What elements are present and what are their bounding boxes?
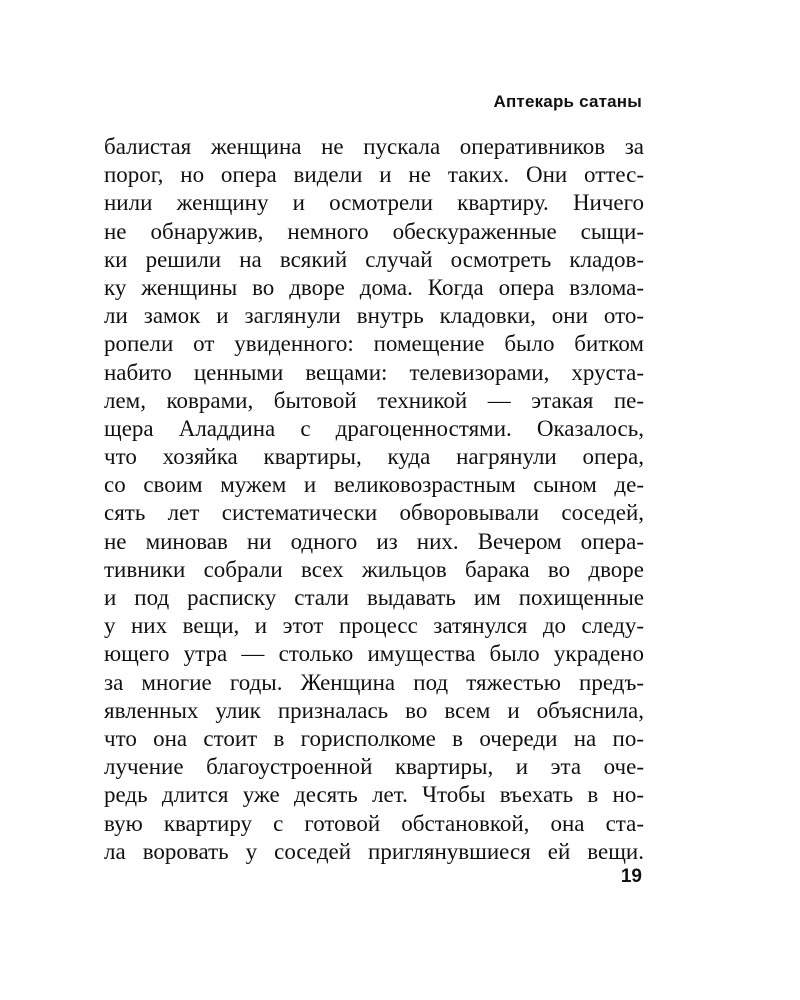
text-line: ропели от увиденного: помещение было битком: [104, 331, 644, 357]
text-line: щера Аладдина с драгоценностями. Оказалось,: [104, 415, 644, 441]
text-line: ла воровать у соседей приглянувшиеся ей вещи.: [104, 838, 644, 864]
text-line: порог, но опера видели и не таких. Они оттес-: [104, 162, 644, 188]
text-line: ющего утра — столько имущества было украдено: [104, 641, 644, 667]
text-line: что она стоит в горисполкоме в очереди на по-: [104, 725, 644, 751]
text-line: со своим мужем и великовозрастным сыном де-: [104, 472, 644, 498]
text-line: ли замок и заглянули внутрь кладовки, они ото-: [104, 303, 644, 329]
text-line: набито ценными вещами: телевизорами, хруста-: [104, 359, 644, 385]
body-text: [104, 133, 644, 866]
text-line: тивники собрали всех жильцов барака во дворе: [104, 556, 644, 582]
running-head-title: Аптекарь сатаны: [493, 92, 642, 111]
text-line: вую квартиру с готовой обстановкой, она ста-: [104, 810, 644, 836]
text-line: лем, коврами, бытовой техникой — этакая пе-: [104, 387, 644, 413]
text-line: не миновав ни одного из них. Вечером опера-: [104, 528, 644, 554]
text-line: лучение благоустроенной квартиры, и эта оче-: [104, 754, 644, 780]
text-line: явленных улик призналась во всем и объяснила,: [104, 697, 644, 723]
text-line: нили женщину и осмотрели квартиру. Ничего: [104, 190, 644, 216]
text-line: балистая женщина не пускала оперативников за: [104, 134, 644, 159]
text-line: ки решили на всякий случай осмотреть кладов-: [104, 246, 644, 272]
text-line: ку женщины во дворе дома. Когда опера взлома-: [104, 274, 644, 300]
text-line: у них вещи, и этот процесс затянулся до следу-: [104, 613, 644, 639]
text-line: сять лет систематически обворовывали соседей,: [104, 500, 644, 526]
page-number: 19: [620, 866, 642, 887]
text-line: что хозяйка квартиры, куда нагрянули опера,: [104, 444, 644, 470]
text-line: редь длится уже десять лет. Чтобы въехать в но-: [104, 782, 644, 808]
text-line: и под расписку стали выдавать им похищенные: [104, 585, 644, 610]
text-line: за многие годы. Женщина под тяжестью предъ-: [104, 669, 644, 695]
text-line: не обнаружив, немного обескураженные сыщи-: [104, 218, 644, 244]
